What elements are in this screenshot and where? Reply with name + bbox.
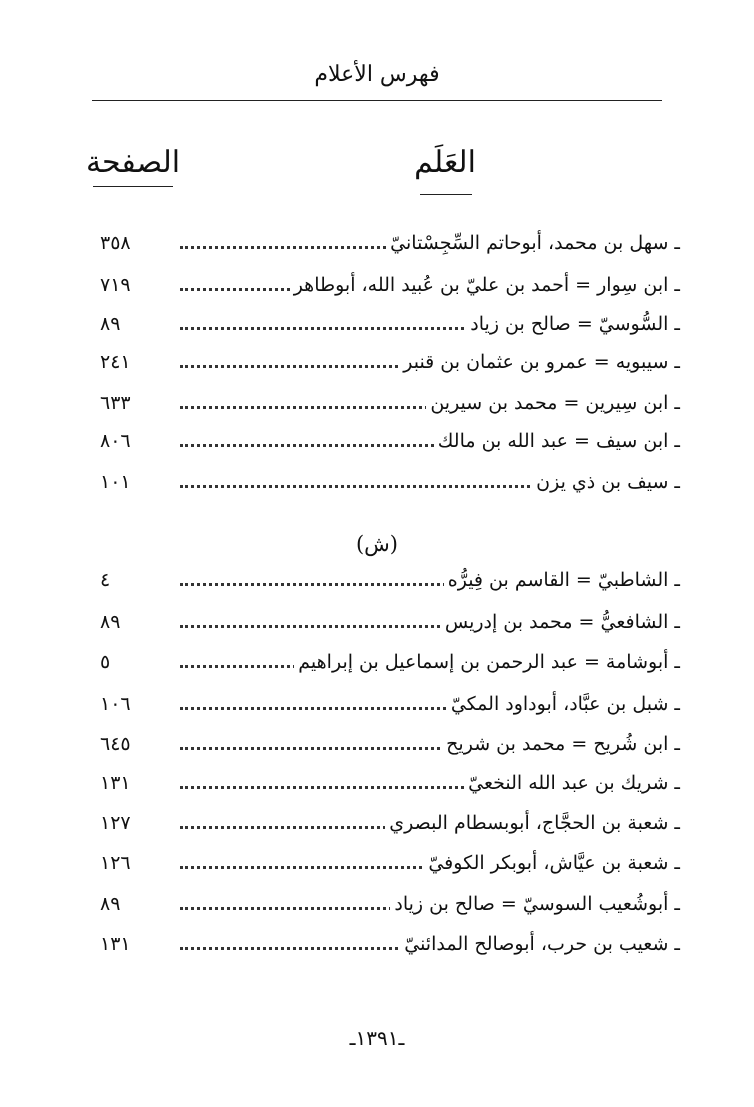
index-entry bbox=[100, 307, 680, 341]
entry-page: ٣٥٨ bbox=[100, 226, 178, 260]
index-entry bbox=[100, 687, 680, 721]
name-column-title: العَلَم bbox=[414, 145, 476, 180]
section-heading: (ش) bbox=[355, 532, 399, 556]
entry-page: ٢٤١ bbox=[100, 345, 178, 379]
index-entry bbox=[100, 645, 680, 679]
entry-name: ـ شعبة بن عيَّاش، أبوبكر الكوفيّ bbox=[424, 846, 680, 880]
entry-name: ـ أبوشُعيب السوسيّ = صالح بن زياد bbox=[390, 887, 680, 921]
entry-name: ـ شعيب بن حرب، أبوصالح المدائنيّ bbox=[400, 927, 680, 961]
entry-page: ٤ bbox=[100, 563, 178, 597]
entry-name: ـ سهل بن محمد، أبوحاتم السِّجِسْتانيّ bbox=[386, 226, 680, 260]
entry-page: ٦٤٥ bbox=[100, 727, 178, 761]
header-rule bbox=[92, 100, 662, 101]
entry-page: ٨٠٦ bbox=[100, 424, 178, 458]
entry-page: ١٣١ bbox=[100, 927, 178, 961]
index-entry bbox=[100, 386, 680, 420]
entry-page: ٨٩ bbox=[100, 307, 178, 341]
index-entry bbox=[100, 465, 680, 499]
running-head: فهرس الأعلام bbox=[314, 62, 440, 87]
index-entry bbox=[100, 766, 680, 800]
index-entry bbox=[100, 806, 680, 840]
entry-name: ـ ابن شُريح = محمد بن شريح bbox=[442, 727, 680, 761]
entry-name: ـ سيف بن ذي يزن bbox=[532, 465, 680, 499]
index-entry bbox=[100, 887, 680, 921]
entry-page: ٧١٩ bbox=[100, 268, 178, 302]
entry-name: ـ شريك بن عبد الله النخعيّ bbox=[464, 766, 680, 800]
entry-name: ـ ابن سِوار = أحمد بن عليّ بن عُبيد الله، أبوطاهر bbox=[290, 268, 680, 302]
entry-page: ١٠٦ bbox=[100, 687, 178, 721]
index-entry bbox=[100, 226, 680, 260]
index-entry bbox=[100, 846, 680, 880]
page-column-title: الصفحة bbox=[85, 145, 181, 180]
entry-name: ـ السُّوسيّ = صالح بن زياد bbox=[466, 307, 680, 341]
entry-name: ـ أبوشامة = عبد الرحمن بن إسماعيل بن إبراهيم bbox=[294, 645, 680, 679]
page-number: ـ١٣٩١ـ bbox=[349, 1026, 405, 1050]
index-entry bbox=[100, 563, 680, 597]
index-entry bbox=[100, 927, 680, 961]
entry-page: ١٠١ bbox=[100, 465, 178, 499]
index-entry bbox=[100, 727, 680, 761]
entry-name: ـ ابن سيف = عبد الله بن مالك bbox=[434, 424, 680, 458]
entry-name: ـ شبل بن عبَّاد، أبوداود المكيّ bbox=[447, 687, 680, 721]
entry-name: ـ ابن سِيرين = محمد بن سيرين bbox=[426, 386, 680, 420]
entry-page: ١٣١ bbox=[100, 766, 178, 800]
entry-name: ـ سيبويه = عمرو بن عثمان بن قنبر bbox=[399, 345, 680, 379]
entry-name: ـ الشاطبيّ = القاسم بن فِيرُّه bbox=[444, 563, 680, 597]
index-entry bbox=[100, 605, 680, 639]
entry-page: ٨٩ bbox=[100, 887, 178, 921]
entry-page: ٨٩ bbox=[100, 605, 178, 639]
entry-page: ١٢٧ bbox=[100, 806, 178, 840]
index-entry bbox=[100, 424, 680, 458]
entry-name: ـ شعبة بن الحجَّاج، أبوبسطام البصري bbox=[385, 806, 680, 840]
index-entry bbox=[100, 345, 680, 379]
entry-page: ٦٣٣ bbox=[100, 386, 178, 420]
name-column-underline bbox=[420, 194, 472, 195]
entry-page: ٥ bbox=[100, 645, 178, 679]
entry-page: ١٢٦ bbox=[100, 846, 178, 880]
entry-name: ـ الشافعيُّ = محمد بن إدريس bbox=[441, 605, 680, 639]
index-entry bbox=[100, 268, 680, 302]
page-column-underline bbox=[93, 186, 173, 187]
